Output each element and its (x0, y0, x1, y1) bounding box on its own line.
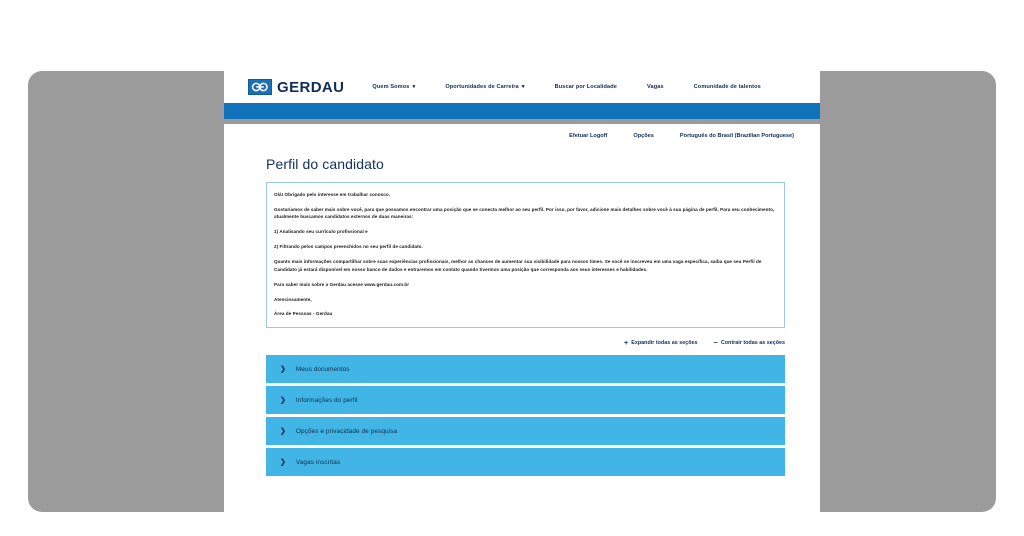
collapse-all-label: Contrair todas as seções (720, 339, 785, 346)
nav-item-oportunidades-de-carreira[interactable] (445, 80, 524, 94)
message-paragraph: Área de Pessoas - Gerdau (274, 311, 333, 317)
plus-icon: + (623, 337, 629, 347)
accordion-section-label: Informações do perfil (295, 396, 358, 404)
logoff-link[interactable]: Efetuar Logoff (569, 133, 608, 139)
nav-label: Quem Somos (372, 84, 410, 90)
section-toggle-row (244, 339, 785, 347)
page-title: Perfil do candidato (266, 156, 384, 172)
nav-item-comunidade-de-talentos[interactable]: Comunidade de talentos (693, 84, 761, 90)
nav-item-quem-somos[interactable] (372, 80, 415, 94)
accordion-section-label: Meus documentos (295, 365, 350, 373)
chevron-down-icon: ▾ (412, 84, 416, 90)
expand-all-label: Expandir todas as seções (631, 339, 698, 346)
options-link[interactable]: Opções (633, 133, 654, 139)
message-paragraph: 1) Analisando seu currículo profissional e (274, 229, 368, 235)
chevron-down-icon: ▾ (521, 84, 525, 90)
chevron-right-icon: ❯ (280, 396, 286, 404)
gerdau-logo[interactable] (248, 79, 344, 96)
gerdau-gd-logo-icon (248, 79, 272, 95)
profile-accordion (266, 355, 785, 476)
nav-item-buscar-por-localidade[interactable]: Buscar por Localidade (554, 84, 617, 90)
accordion-section-opcoes-e-privacidade-de-pesquisa[interactable] (266, 417, 785, 445)
expand-all-sections-link[interactable] (624, 339, 698, 347)
minus-icon: − (713, 337, 718, 347)
header-blue-band (224, 103, 820, 119)
chevron-right-icon: ❯ (280, 458, 286, 466)
language-selector[interactable]: Português do Brasil (Brazilian Portuguese) (679, 133, 794, 139)
site-header (224, 71, 820, 103)
accordion-section-label: Opções e privacidade de pesquisa (295, 427, 398, 435)
accordion-section-informacoes-do-perfil[interactable] (266, 386, 785, 414)
accordion-section-meus-documentos[interactable] (266, 355, 785, 383)
main-navigation (372, 80, 760, 94)
nav-item-vagas[interactable]: Vagas (647, 84, 664, 90)
accordion-section-vagas-inscritas[interactable] (266, 448, 785, 476)
gerdau-logo-text: GERDAU (277, 78, 345, 96)
message-paragraph: Quanto mais informações compartilhar sobre suas experiências profissionais, melhor as chances de aumentar sua visibilidade para nossos times. Se você se inscreveu em uma vaga específica, saiba que seu Perfil de Candidato já estará disponível em nosso banco de dados e entraremos em contato quando tivermos uma posição que corresponda aos seus interesses e habilidades. (274, 259, 762, 272)
welcome-message-box (266, 182, 785, 328)
message-paragraph: Atenciosamente, (274, 296, 312, 302)
web-page-canvas (224, 71, 820, 512)
message-paragraph: 2) Filtrando pelos campos preenchidos no seu perfil de candidato. (274, 244, 423, 250)
utility-navigation (224, 124, 820, 148)
accordion-section-label: Vagas inscritas (295, 458, 341, 466)
nav-label: Oportunidades de Carreira (445, 84, 519, 90)
main-content (224, 156, 820, 476)
message-paragraph: Para saber mais sobre a Gerdau acesse www.gerdau.com.br (274, 281, 410, 287)
chevron-right-icon: ❯ (280, 427, 286, 435)
collapse-all-sections-link[interactable] (713, 339, 785, 347)
browser-device-frame (28, 71, 996, 512)
chevron-right-icon: ❯ (280, 365, 286, 373)
message-paragraph: Gostaríamos de saber mais sobre você, para que possamos encontrar uma posição que se conecta melhor ao seu perfil. Por isso, por favor, adicione mais detalhes sobre você à sua página de perfil. Para seu conhecimento, atualmente buscamos candidatos externos de duas maneiras: (274, 206, 775, 220)
message-paragraph: Olá! Obrigado pelo interesse em trabalhar conosco. (274, 192, 391, 197)
